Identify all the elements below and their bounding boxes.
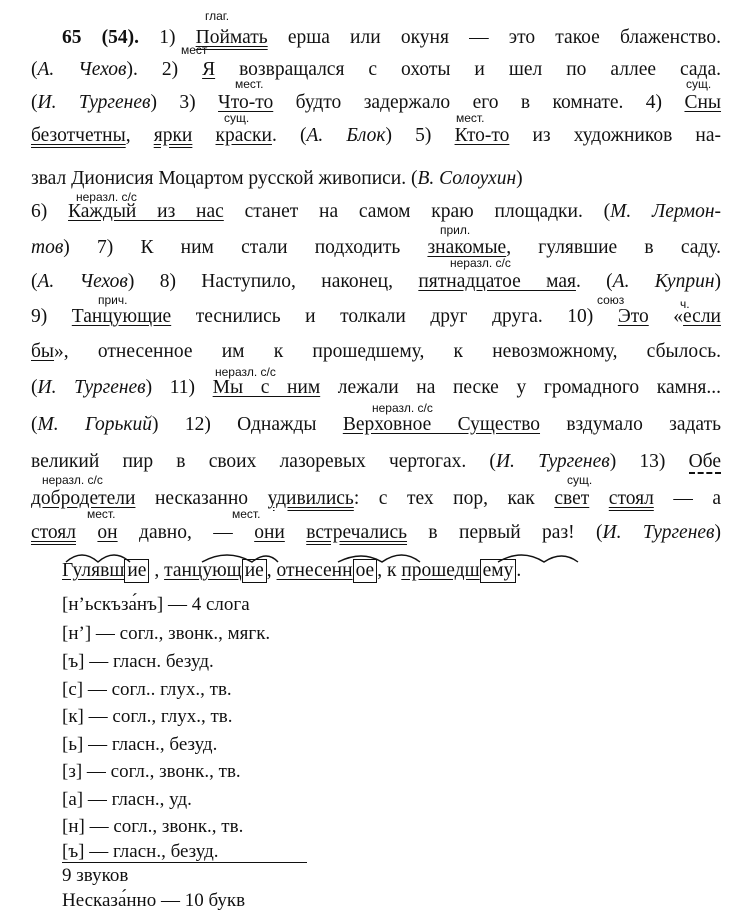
annotation-nerazl: неразл. с/с: [215, 365, 276, 379]
annotation-mest: мест.: [232, 507, 261, 521]
author: И. Тургенев: [37, 92, 151, 113]
author: И. Тургенев: [602, 522, 715, 543]
word-eto: Это: [617, 306, 649, 327]
word-chto-to: Что-то: [218, 92, 274, 113]
sound-line: [н’] — согл., звонк., мягк.: [62, 623, 271, 644]
author: М. Горький: [37, 414, 153, 435]
word-obe: Обе: [688, 451, 721, 472]
author: А. Чехов: [37, 59, 127, 80]
sound-line: [н] — согл., звонк., тв.: [62, 816, 244, 837]
annotation-mest: мест.: [87, 507, 116, 521]
word-stem: прошедш: [401, 560, 480, 581]
letter-count: Несказа́нно — 10 букв: [62, 890, 246, 911]
annotation-ch: ч.: [680, 297, 690, 311]
word-vstrechalis: встречались: [306, 522, 408, 543]
word-tantsuyushchie: Танцующие: [71, 306, 172, 327]
word-stem: Гулявш: [62, 560, 125, 581]
morphemic-analysis: Гулявш ие , танцующ ие , отнесенн ое , к прошедш ему .: [62, 558, 662, 584]
text-line-13: великий пир в своих лазоревых чертогах. (И. Тургенев) 13) Обе: [31, 451, 721, 472]
text-line-9: 9) Танцующие теснились и толкали друг друга. 10) Это «если: [31, 306, 721, 327]
word-poimat: Поймать: [195, 27, 268, 48]
word-on: он: [97, 522, 118, 543]
word-kto-to: Кто-то: [454, 125, 510, 146]
annotation-prich: прич.: [98, 293, 128, 307]
annotation-nerazl: неразл. с/с: [450, 256, 511, 270]
word-dobrodeteli: добродетели: [31, 488, 136, 509]
annotation-soyuz: союз: [597, 293, 625, 307]
author: А. Куприн: [612, 271, 715, 292]
text-line-4: безотчетны, ярки краски. (А. Блок) 5) Кто-то из художников на-: [31, 125, 722, 146]
word-znakomye: знакомые: [427, 237, 507, 258]
word-kraski: краски: [215, 125, 272, 146]
annotation-sushch: сущ.: [686, 77, 712, 91]
text-line-5: звал Дионисия Моцартом русской живописи. (В. Солоухин): [31, 168, 523, 189]
word-stem: танцующ: [164, 560, 242, 581]
word-sny: Сны: [684, 92, 722, 113]
annotation-glag: глаг.: [205, 9, 230, 23]
text-line-8: (А. Чехов) 8) Наступило, наконец, пятнадцатое мая. (А. Куприн): [31, 271, 721, 292]
text-line-12: (М. Горький) 12) Однажды Верховное Существо вздумало задать: [31, 414, 721, 435]
word-stoyal-2: стоял: [31, 522, 76, 543]
phonetic-transcription: [н’ьскъза́нъ] — 4 слога: [62, 594, 250, 615]
annotation-mest: мест.: [235, 77, 264, 91]
word-esli: если: [683, 306, 721, 327]
text-line-1: 65 (54). 1) Поймать ерша или окуня — это такое блаженство.: [62, 27, 721, 48]
author: И. Тургенев: [495, 451, 610, 472]
annotation-sushch: сущ.: [567, 473, 593, 487]
word-verkhovnoe-sushchestvo: Верховное Существо: [342, 414, 541, 435]
author: В. Солоухин: [417, 168, 517, 189]
word-ending: ие: [242, 559, 267, 583]
sound-count: 9 звуков: [62, 865, 129, 886]
text-line-2: (А. Чехов). 2) Я возвращался с охоты и шел по аллее сада.: [31, 59, 721, 80]
word-bezotchetny: безотчетны: [31, 125, 126, 146]
author: М. Лермон-: [610, 201, 721, 222]
text-line-11: (И. Тургенев) 11) Мы с ним лежали на песке у громадного камня...: [31, 377, 721, 398]
root-arcs: [62, 546, 662, 566]
word-oni: они: [254, 522, 285, 543]
text-line-3: (И. Тургенев) 3) Что-то будто задержало его в комнате. 4) Сны: [31, 92, 722, 113]
sound-line: [ь] — гласн., безуд.: [62, 734, 218, 755]
text-line-7: тов) 7) К ним стали подходить знакомые, гулявшие в саду.: [31, 237, 721, 258]
word-by: бы: [31, 341, 55, 362]
sound-line: [ъ] — гласн., безуд.: [62, 841, 219, 862]
sound-line: [ъ] — гласн. безуд.: [62, 651, 214, 672]
annotation-mest: мест: [181, 43, 208, 57]
annotation-mest: мест.: [456, 111, 485, 125]
annotation-sushch: сущ.: [224, 111, 250, 125]
sound-line: [с] — согл.. глух., тв.: [62, 679, 232, 700]
text-line-10: бы», отнесенное им к прошедшему, к невозможному, сбылось.: [31, 341, 721, 362]
text-line-14: добродетели несказанно удивились: с тех пор, как свет стоял — а: [31, 488, 722, 509]
annotation-pril: прил.: [440, 223, 471, 237]
sound-line: [к] — согл., глух., тв.: [62, 706, 233, 727]
author: И. Тургенев: [37, 377, 146, 398]
word-kazhdyi-iz-nas: Каждый из нас: [68, 201, 224, 222]
word-udivilis: удивились: [267, 488, 354, 509]
word-ending: ие: [124, 559, 149, 583]
exercise-number: 65 (54).: [62, 27, 140, 48]
word-yarki: ярки: [153, 125, 193, 146]
word-ya: Я: [202, 59, 216, 80]
text-line-6: 6) Каждый из нас станет на самом краю площадки. (М. Лермон-: [31, 201, 721, 222]
sound-line: [з] — согл., звонк., тв.: [62, 761, 241, 782]
word-pyatnadtsatoe-maya: пятнадцатое мая: [418, 271, 576, 292]
word-my-s-nim: Мы с ним: [212, 377, 321, 398]
annotation-nerazl: неразл. с/с: [42, 473, 103, 487]
annotation-nerazl: неразл. с/с: [76, 190, 137, 204]
word-ending: ое: [353, 559, 378, 583]
text-line-15: стоял он давно, — они встречались в первый раз! (И. Тургенев): [31, 522, 721, 543]
word-stem: отнесенн: [276, 560, 353, 581]
sound-line: [а] — гласн., уд.: [62, 789, 192, 810]
word-stoyal: стоял: [608, 488, 654, 509]
author: А. Чехов: [37, 271, 128, 292]
word-svet: свет: [554, 488, 590, 509]
author: А. Блок: [306, 125, 386, 146]
word-ending: ему: [480, 559, 517, 583]
annotation-nerazl: неразл. с/с: [372, 401, 433, 415]
divider-line: [62, 862, 307, 863]
